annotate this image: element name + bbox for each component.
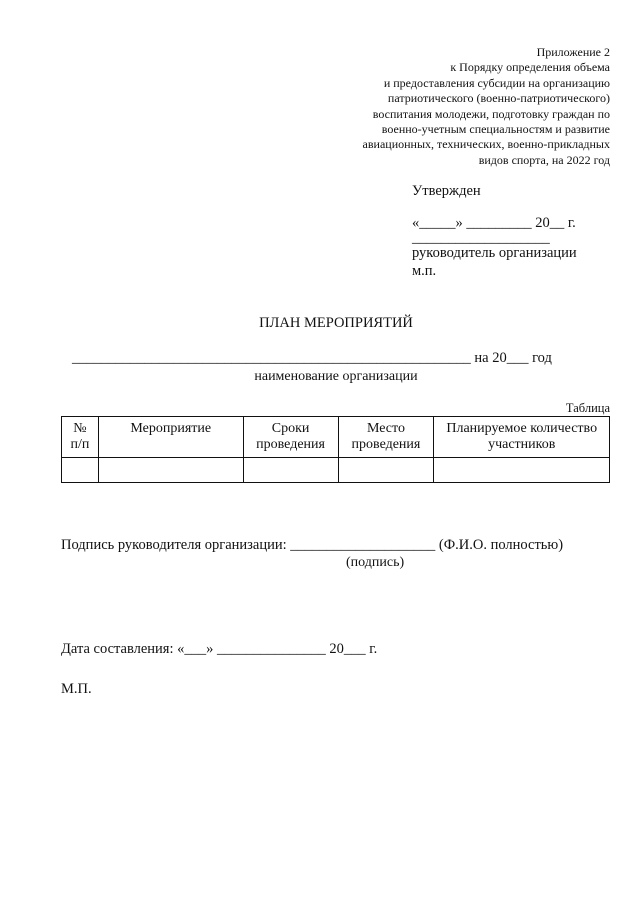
approval-block	[412, 182, 577, 280]
table-header-row	[62, 417, 610, 458]
appendix-line: и предоставления субсидии на организацию	[383, 75, 610, 90]
appendix-line: к Порядку определения объема	[450, 60, 610, 75]
appendix-line: Приложение 2	[536, 45, 610, 59]
organization-name-line: _______________________________________________________ на 20___ год	[72, 350, 552, 366]
header-dates: Сроки проведения	[243, 417, 338, 458]
table-cell	[98, 458, 243, 483]
organization-name-caption: наименование организации	[254, 369, 418, 384]
table-row	[62, 458, 610, 483]
appendix-line: военно-учетным специальностям и развитие	[381, 122, 610, 137]
approval-date-field: «_____» _________ 20__ г.	[412, 215, 576, 231]
table-cell	[62, 458, 99, 483]
table-cell	[338, 458, 434, 483]
table-cell	[434, 458, 610, 483]
approval-stamp: м.п.	[412, 263, 437, 279]
signature-line: Подпись руководителя организации: ____________________ (Ф.И.О. полностью)	[61, 537, 564, 553]
appendix-line: видов спорта, на 2022 год	[478, 152, 610, 167]
appendix-line: авиационных, технических, военно-прикладных	[362, 137, 610, 152]
header-participants: Планируемое количество участников	[434, 417, 610, 458]
approval-heading: Утвержден	[412, 183, 481, 199]
stamp-place: М.П.	[61, 681, 92, 697]
appendix-line: воспитания молодежи, подготовку граждан по	[372, 106, 610, 121]
signature-caption: (подпись)	[346, 555, 405, 570]
appendix-line: патриотического (военно-патриотического)	[387, 91, 610, 106]
header-event: Мероприятие	[98, 417, 243, 458]
document-title: ПЛАН МЕРОПРИЯТИЙ	[259, 315, 413, 331]
approval-signature-blank: ___________________	[412, 230, 550, 246]
events-plan-table	[61, 416, 610, 483]
table-cell	[243, 458, 338, 483]
approval-position: руководитель организации	[412, 245, 577, 261]
header-number: № п/п	[62, 417, 99, 458]
table-caption: Таблица	[565, 401, 610, 415]
appendix-reference	[363, 45, 610, 168]
compilation-date-line: Дата составления: «___» _______________ 20___ г.	[61, 641, 378, 657]
header-place: Место проведения	[338, 417, 434, 458]
